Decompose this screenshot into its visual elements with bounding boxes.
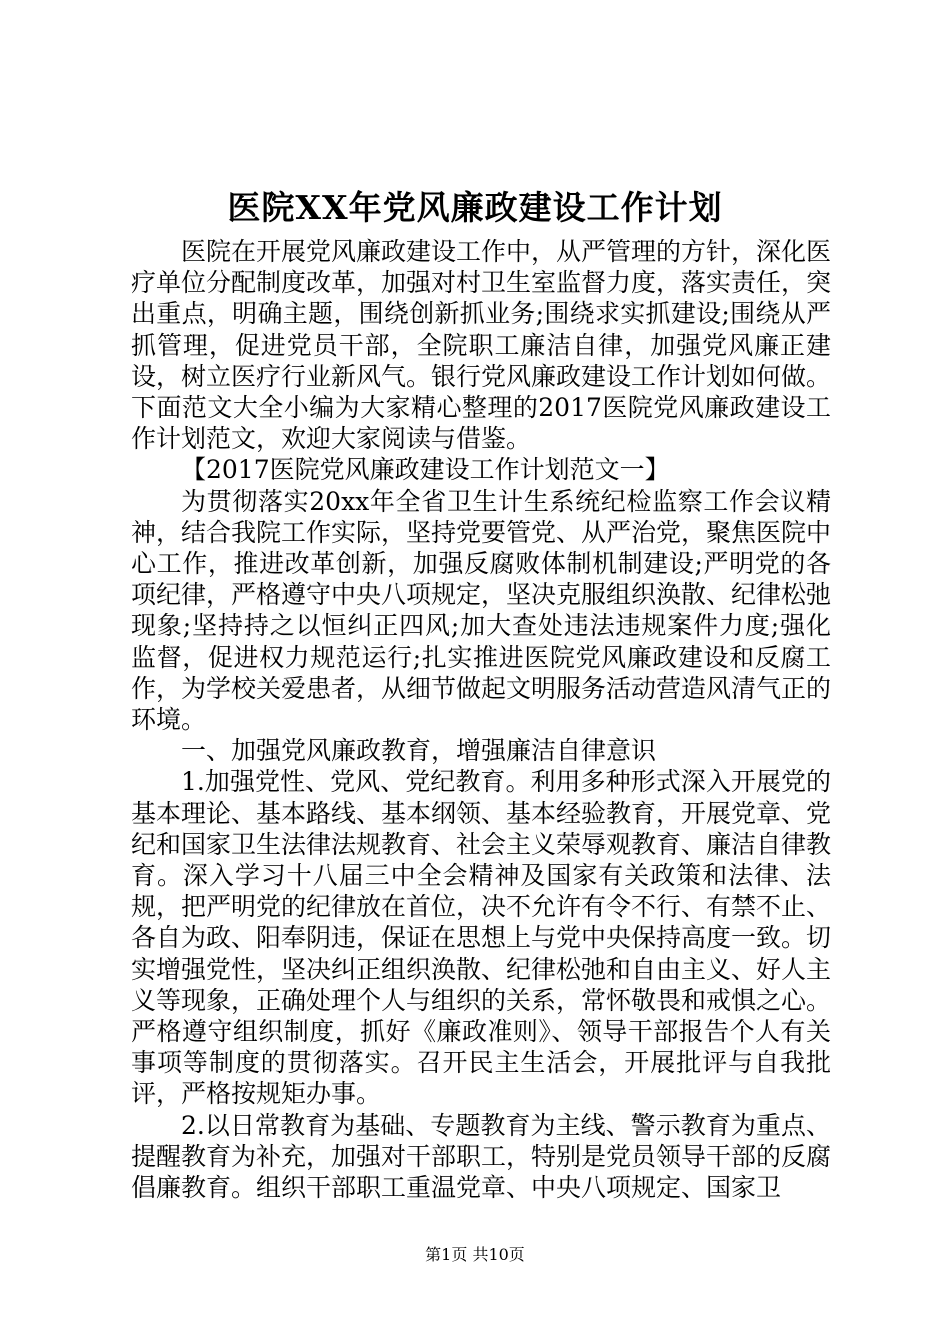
document-body (131, 236, 831, 1203)
paragraph-item-1: 1.加强党性、党风、党纪教育。利用多种形式深入开展党的基本理论、基本路线、基本纲领、基本经验教育，开展党章、党纪和国家卫生法律法规教育、社会主义荣辱观教育、廉洁自律教育。深入学习十八届三中全会精神及国家有关政策和法律、法规，把严明党的纪律放在首位，决不允许有令不行、有禁不止、各自为政、阳奉阴违，保证在思想上与党中央保持高度一致。切实增强党性，坚决纠正组织涣散、纪律松弛和自由主义、好人主义等现象，正确处理个人与组织的关系，常怀敬畏和戒惧之心。严格遵守组织制度，抓好《廉政准则》、领导干部报告个人有关事项等制度的贯彻落实。召开民主生活会，开展批评与自我批评，严格按规矩办事。 (131, 767, 832, 1109)
paragraph-sample-heading: 【2017医院党风廉政建设工作计划范文一】 (181, 455, 670, 485)
section-heading-1: 一、加强党风廉政教育，增强廉洁自律意识 (181, 736, 657, 766)
document-title: 医院XX年党风廉政建设工作计划 (227, 188, 723, 227)
page-number-footer: 第1页 共10页 (425, 1245, 525, 1264)
paragraph-intro: 医院在开展党风廉政建设工作中，从严管理的方针，深化医疗单位分配制度改革，加强对村卫生室监督力度，落实责任，突出重点，明确主题，围绕创新抓业务;围绕求实抓建设;围绕从严抓管理，促进党员干部，全院职工廉洁自律，加强党风廉正建设，树立医疗行业新风气。银行党风廉政建设工作计划如何做。下面范文大全小编为大家精心整理的2017医院党风廉政建设工作计划范文，欢迎大家阅读与借鉴。 (131, 237, 832, 454)
paragraph-item-2: 2.以日常教育为基础、专题教育为主线、警示教育为重点、提醒教育为补充，加强对干部职工，特别是党员领导干部的反腐倡廉教育。组织干部职工重温党章、中央八项规定、国家卫 (131, 1110, 832, 1203)
paragraph-purpose: 为贯彻落实20xx年全省卫生计生系统纪检监察工作会议精神，结合我院工作实际，坚持党要管党、从严治党，聚焦医院中心工作，推进改革创新，加强反腐败体制机制建设;严明党的各项纪律，严格遵守中央八项规定，坚决克服组织涣散、纪律松弛现象;坚持持之以恒纠正四风;加大查处违法违规案件力度;强化监督，促进权力规范运行;扎实推进医院党风廉政建设和反腐工作，为学校关爱患者，从细节做起文明服务活动营造风清气正的环境。 (131, 486, 832, 735)
